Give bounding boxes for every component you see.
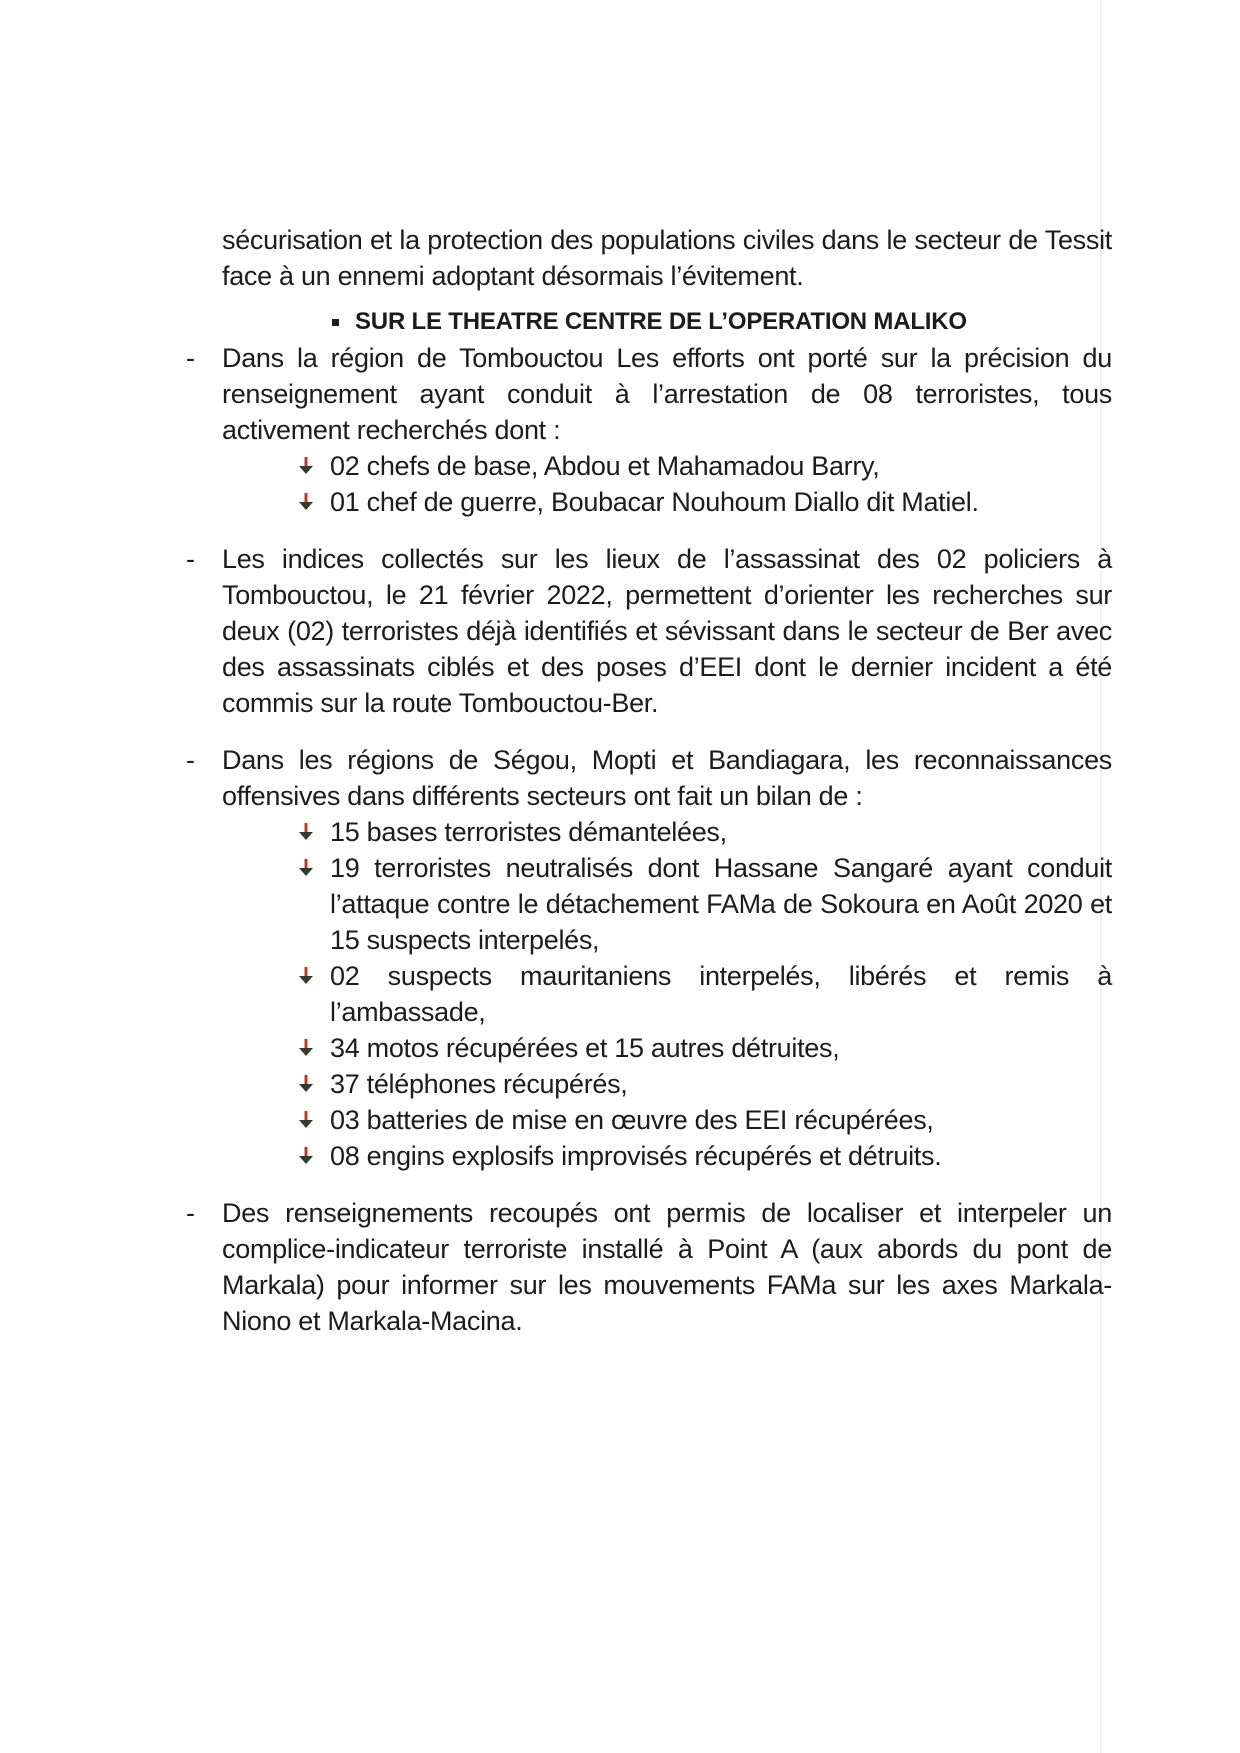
sub-list	[222, 448, 1112, 520]
list-item	[186, 742, 1112, 1174]
down-arrow-bullet-icon	[298, 1147, 314, 1165]
sub-list-item	[330, 958, 1112, 1030]
item-list	[186, 340, 1112, 1339]
dash-marker: -	[186, 745, 195, 775]
down-arrow-bullet-icon	[298, 493, 314, 511]
down-arrow-bullet-icon	[298, 823, 314, 841]
sub-list-item	[330, 484, 1112, 520]
sub-list-item	[330, 1030, 1112, 1066]
intro-paragraph: sécurisation et la protection des populations civiles dans le secteur de Tessit face à un ennemi adoptant désormais l’évitement.	[222, 225, 1112, 291]
document-body	[186, 222, 1112, 1339]
list-item-text: Les indices collectés sur les lieux de l’assassinat des 02 policiers à Tombouctou, le 21 février 2022, permettent d’orienter les recherches sur deux (02) terroristes déjà identifiés et sévissant dans le secteur de Ber avec des assassinats ciblés et des poses d’EEI dont le dernier incident a été commis sur la route Tombouctou-Ber.	[222, 544, 1112, 718]
list-item-text: Des renseignements recoupés ont permis de localiser et interpeler un complice-indicateur terroriste installé à Point A (aux abords du pont de Markala) pour informer sur les mouvements FAMa sur les axes Markala-Niono et Markala-Macina.	[222, 1198, 1112, 1336]
down-arrow-bullet-icon	[298, 1039, 314, 1057]
sub-list	[222, 814, 1112, 1174]
list-item-text: Dans la région de Tombouctou Les efforts ont porté sur la précision du renseignement ayant conduit à l’arrestation de 08 terroristes, tous activement recherchés dont :	[222, 343, 1112, 445]
section-heading-text: SUR LE THEATRE CENTRE DE L’OPERATION MALIKO	[355, 308, 967, 335]
list-item	[186, 541, 1112, 721]
sub-list-item-text: 02 chefs de base, Abdou et Mahamadou Barry,	[330, 451, 880, 481]
down-arrow-bullet-icon	[298, 1111, 314, 1129]
sub-list-item-text: 34 motos récupérées et 15 autres détruites,	[330, 1033, 840, 1063]
list-item	[186, 1195, 1112, 1339]
sub-list-item	[330, 448, 1112, 484]
sub-list-item-text: 19 terroristes neutralisés dont Hassane Sangaré ayant conduit l’attaque contre le détachement FAMa de Sokoura en Août 2020 et 15 suspects interpelés,	[330, 853, 1112, 955]
list-item	[186, 340, 1112, 520]
sub-list-item	[330, 1066, 1112, 1102]
sub-list-item	[330, 1138, 1112, 1174]
down-arrow-bullet-icon	[298, 859, 314, 877]
sub-list-item	[330, 850, 1112, 958]
sub-list-item	[330, 1102, 1112, 1138]
sub-list-item-text: 03 batteries de mise en œuvre des EEI récupérées,	[330, 1105, 934, 1135]
sub-list-item-text: 02 suspects mauritaniens interpelés, libérés et remis à l’ambassade,	[330, 961, 1112, 1027]
sub-list-item-text: 08 engins explosifs improvisés récupérés et détruits.	[330, 1141, 942, 1171]
down-arrow-bullet-icon	[298, 1075, 314, 1093]
square-bullet-icon	[332, 319, 339, 326]
dash-marker: -	[186, 1198, 195, 1228]
sub-list-item-text: 15 bases terroristes démantelées,	[330, 817, 727, 847]
sub-list-item	[330, 814, 1112, 850]
list-item-text: Dans les régions de Ségou, Mopti et Bandiagara, les reconnaissances offensives dans différents secteurs ont fait un bilan de :	[222, 745, 1112, 811]
down-arrow-bullet-icon	[298, 967, 314, 985]
down-arrow-bullet-icon	[298, 457, 314, 475]
section-heading	[222, 304, 1112, 340]
sub-list-item-text: 37 téléphones récupérés,	[330, 1069, 628, 1099]
dash-marker: -	[186, 343, 195, 373]
sub-list-item-text: 01 chef de guerre, Boubacar Nouhoum Diallo dit Matiel.	[330, 487, 979, 517]
dash-marker: -	[186, 544, 195, 574]
